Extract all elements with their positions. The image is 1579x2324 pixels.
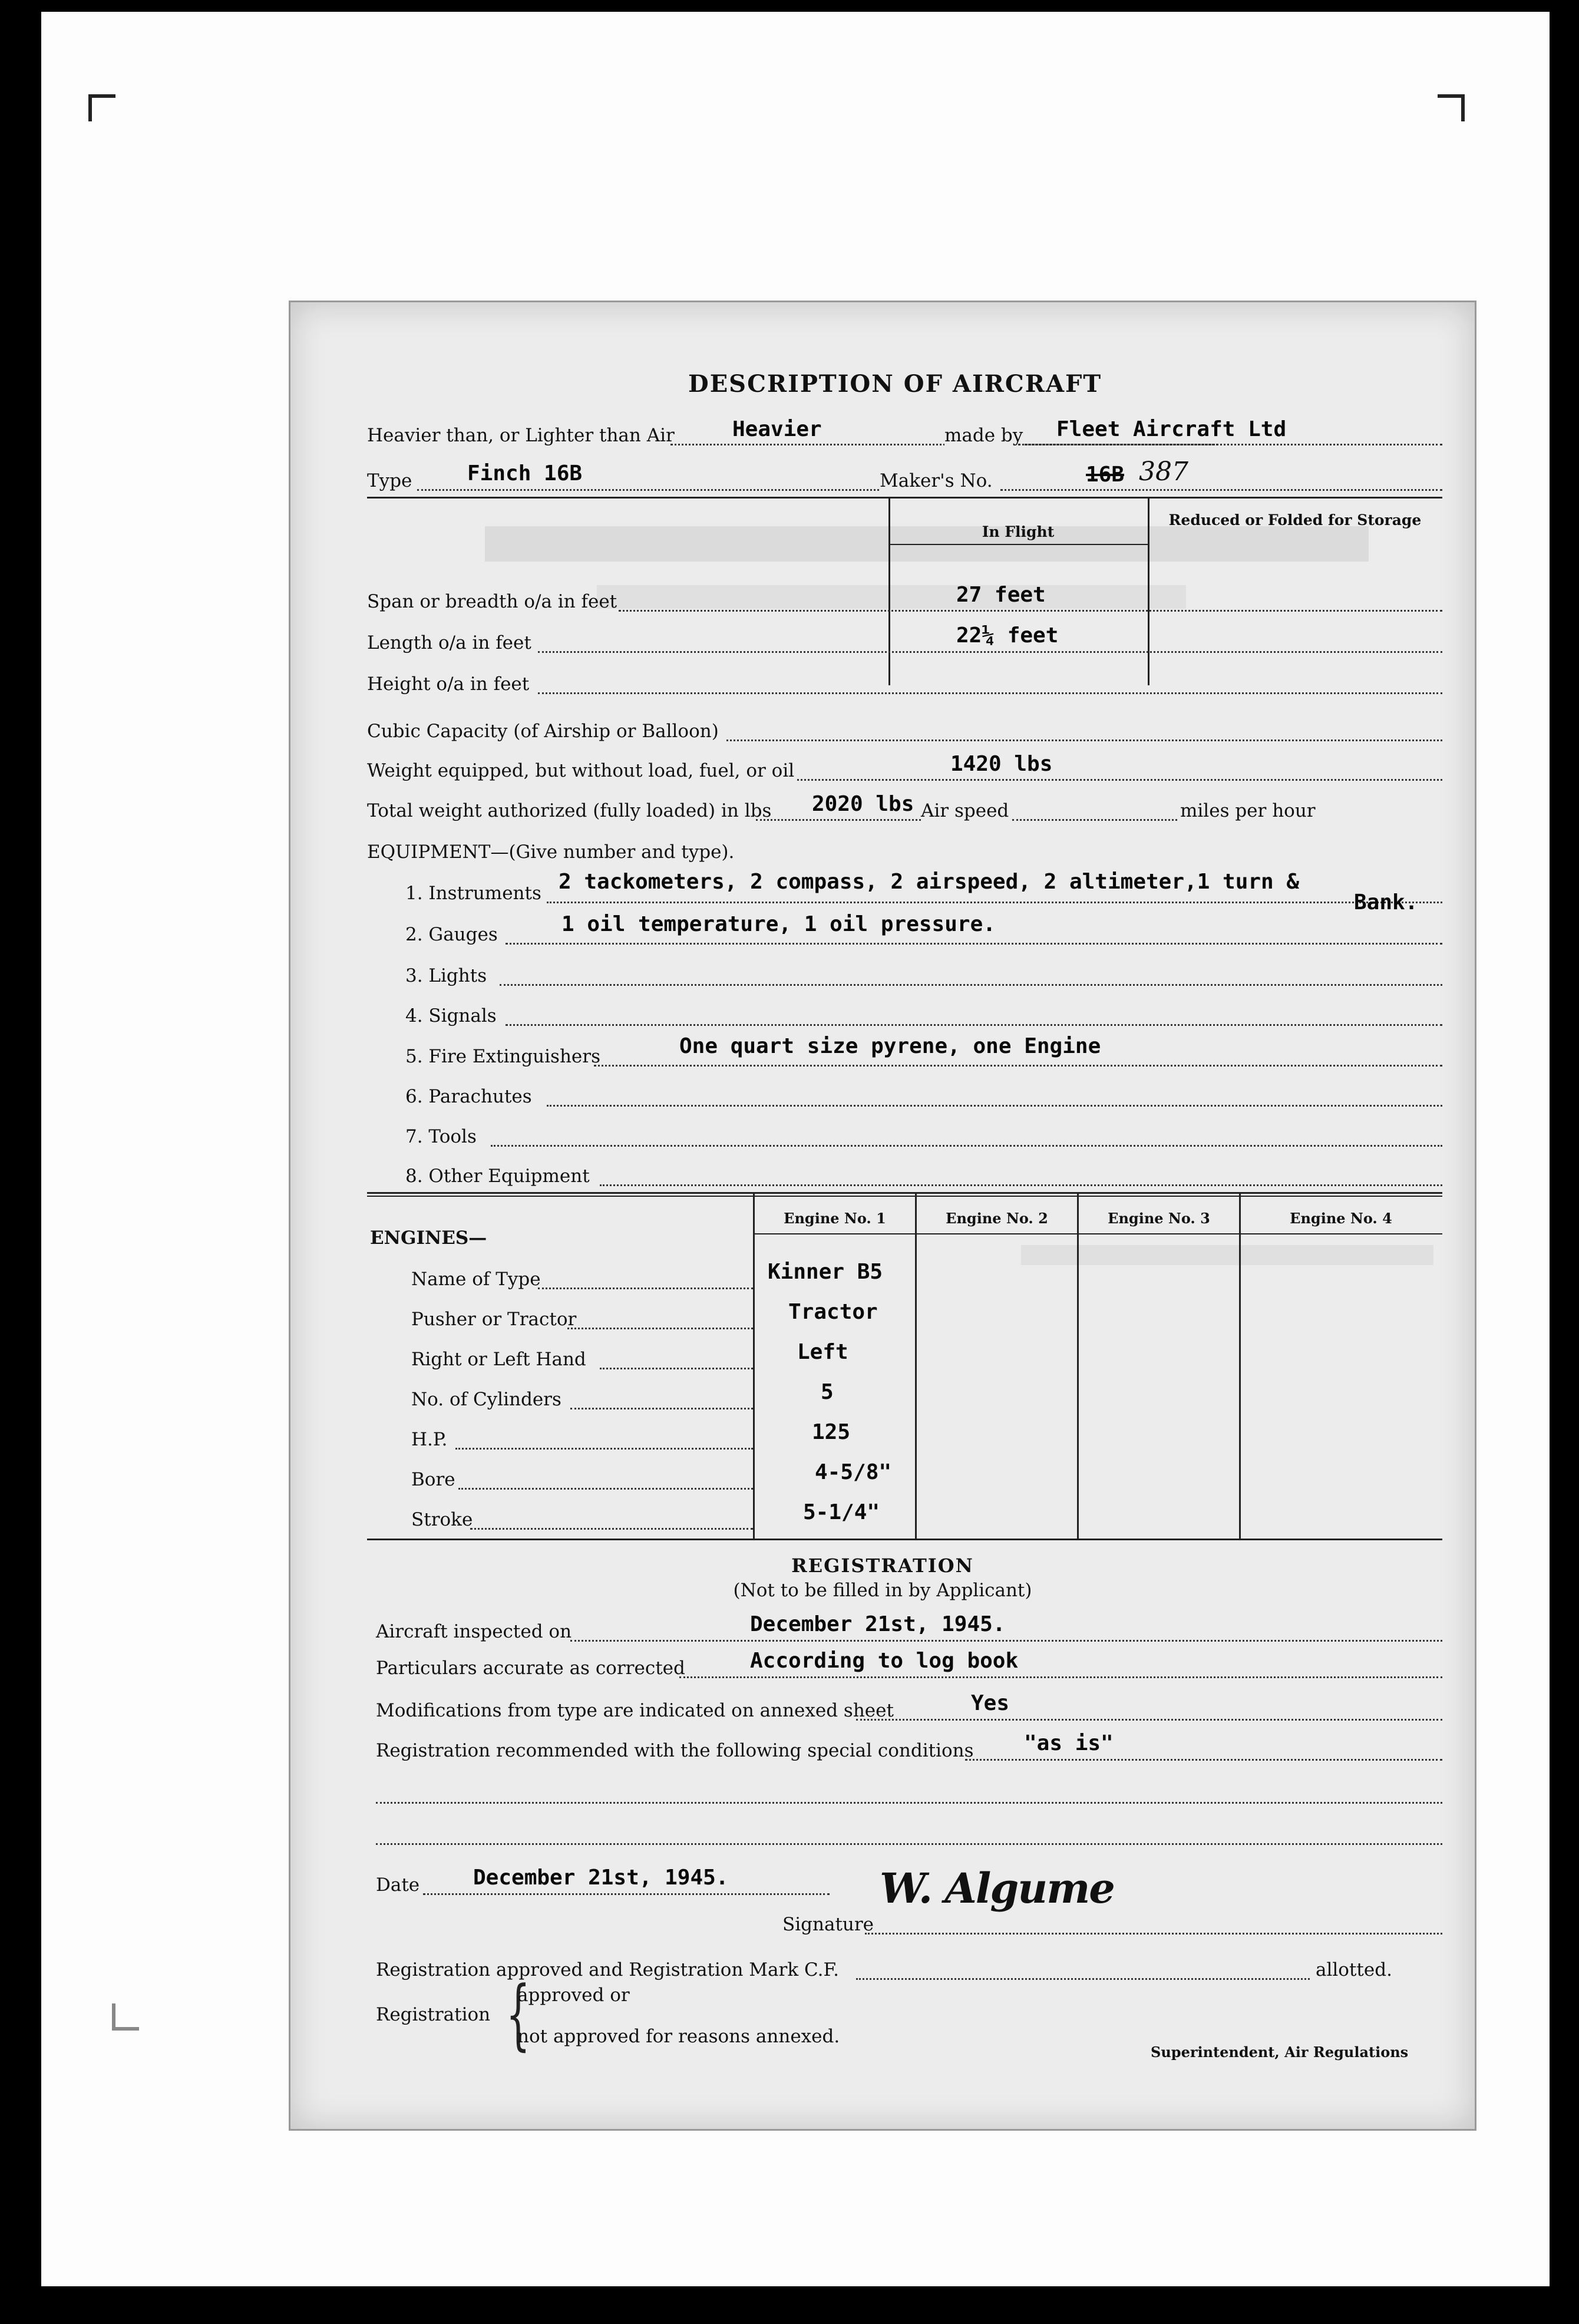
engine-1-value: 5 bbox=[821, 1380, 834, 1404]
engine-col-1: Engine No. 1 bbox=[784, 1210, 886, 1227]
dotted-line bbox=[547, 1105, 1442, 1107]
inspected-value: December 21st, 1945. bbox=[750, 1612, 1006, 1636]
gauges-label: 2. Gauges bbox=[405, 924, 498, 945]
dotted-line bbox=[619, 610, 1442, 612]
registration-heading: REGISTRATION bbox=[791, 1554, 974, 1577]
dotted-line bbox=[594, 1065, 1442, 1067]
signature-handwritten: W. Algume bbox=[880, 1864, 1114, 1913]
lights-label: 3. Lights bbox=[405, 965, 487, 986]
cubic-label: Cubic Capacity (of Airship or Balloon) bbox=[367, 721, 719, 742]
recommended-label: Registration recommended with the following special conditions bbox=[376, 1740, 974, 1761]
other-equipment-label: 8. Other Equipment bbox=[405, 1166, 590, 1187]
engine-col-2: Engine No. 2 bbox=[946, 1210, 1048, 1227]
dotted-line bbox=[856, 1719, 1442, 1721]
makers-no-struck: 16B bbox=[1086, 463, 1125, 487]
form-title: DESCRIPTION OF AIRCRAFT bbox=[688, 370, 1102, 398]
engine-row-label: Right or Left Hand bbox=[411, 1349, 586, 1370]
signals-label: 4. Signals bbox=[405, 1005, 497, 1026]
rule bbox=[367, 497, 1442, 499]
dotted-line bbox=[600, 1368, 753, 1369]
dotted-line bbox=[567, 1328, 753, 1329]
column-divider bbox=[1239, 1192, 1241, 1540]
made-by-label: made by bbox=[944, 425, 1023, 446]
dotted-line bbox=[856, 1978, 1310, 1980]
engines-heading: ENGINES— bbox=[370, 1227, 487, 1249]
inspected-label: Aircraft inspected on bbox=[376, 1621, 572, 1642]
span-label: Span or breadth o/a in feet bbox=[367, 591, 617, 612]
dotted-line bbox=[797, 779, 1442, 781]
column-divider bbox=[915, 1192, 917, 1540]
not-approved-option: not approved for reasons annexed. bbox=[517, 2026, 840, 2047]
recommended-value: "as is" bbox=[1024, 1731, 1114, 1755]
column-divider bbox=[753, 1192, 755, 1540]
column-divider bbox=[1148, 497, 1149, 685]
heavier-label: Heavier than, or Lighter than Air bbox=[367, 425, 675, 446]
length-label: Length o/a in feet bbox=[367, 632, 531, 653]
instruments-value: 2 tackometers, 2 compass, 2 airspeed, 2 altimeter,1 turn & bbox=[559, 870, 1300, 894]
crop-mark-top-left bbox=[88, 94, 115, 121]
dotted-line bbox=[538, 651, 1442, 653]
engine-row-label: Name of Type bbox=[411, 1269, 541, 1290]
dotted-line bbox=[538, 692, 1442, 694]
instruments-value-cont: Bank. bbox=[1354, 890, 1418, 915]
air-speed-label: Air speed bbox=[921, 800, 1009, 821]
dotted-line bbox=[538, 1288, 753, 1289]
dotted-line bbox=[1000, 489, 1442, 491]
modifications-label: Modifications from type are indicated on annexed sheet bbox=[376, 1700, 894, 1721]
crop-mark-top-right bbox=[1438, 94, 1465, 121]
dotted-line bbox=[570, 1640, 1442, 1642]
bleed-through-band bbox=[1021, 1245, 1433, 1265]
mph-label: miles per hour bbox=[1180, 800, 1316, 821]
engine-row-label: Stroke bbox=[411, 1509, 473, 1530]
approved-option: approved or bbox=[517, 1985, 630, 2006]
instruments-label: 1. Instruments bbox=[405, 883, 541, 904]
crop-mark-bottom-left bbox=[112, 2003, 139, 2031]
dotted-line bbox=[455, 1448, 753, 1450]
dotted-line bbox=[470, 1528, 753, 1530]
engine-row-label: H.P. bbox=[411, 1429, 448, 1450]
dotted-line bbox=[506, 943, 1442, 945]
date-value: December 21st, 1945. bbox=[473, 1866, 729, 1890]
dotted-line bbox=[600, 1184, 1442, 1186]
dotted-line bbox=[458, 1488, 753, 1490]
engine-col-4: Engine No. 4 bbox=[1290, 1210, 1392, 1227]
engine-1-value: 125 bbox=[812, 1420, 851, 1444]
dotted-line bbox=[500, 984, 1442, 986]
rule bbox=[367, 1192, 1442, 1194]
rule bbox=[888, 544, 1148, 545]
engine-1-value: 4-5/8" bbox=[815, 1460, 892, 1484]
dotted-line bbox=[506, 1024, 1442, 1026]
fire-value: One quart size pyrene, one Engine bbox=[679, 1034, 1101, 1058]
engine-row-label: Bore bbox=[411, 1469, 455, 1490]
type-value: Finch 16B bbox=[467, 461, 583, 486]
dotted-line bbox=[1018, 444, 1442, 445]
dotted-line bbox=[965, 1759, 1442, 1761]
form-page bbox=[289, 301, 1476, 2131]
registration-label: Registration bbox=[376, 2004, 491, 2025]
dotted-line bbox=[1012, 819, 1177, 821]
total-weight-label: Total weight authorized (fully loaded) in lbs bbox=[367, 800, 772, 821]
dotted-line bbox=[376, 1802, 1442, 1804]
gauges-value: 1 oil temperature, 1 oil pressure. bbox=[561, 912, 996, 936]
brace: { bbox=[506, 1969, 531, 2059]
dotted-line bbox=[679, 1676, 1442, 1678]
dotted-line bbox=[423, 1893, 830, 1895]
col-in-flight: In Flight bbox=[982, 523, 1055, 540]
dotted-line bbox=[376, 1843, 1442, 1845]
registration-subheading: (Not to be filled in by Applicant) bbox=[733, 1580, 1032, 1601]
tools-label: 7. Tools bbox=[405, 1126, 477, 1147]
engine-1-value: 5-1/4" bbox=[803, 1500, 880, 1524]
made-by-value: Fleet Aircraft Ltd bbox=[1056, 417, 1287, 441]
allotted-label: allotted. bbox=[1316, 1959, 1392, 1980]
makers-no-handwritten: 387 bbox=[1139, 457, 1188, 487]
dotted-line bbox=[756, 819, 921, 821]
weight-value: 1420 lbs bbox=[950, 752, 1053, 776]
engine-1-value: Kinner B5 bbox=[768, 1260, 883, 1284]
total-weight-value: 2020 lbs bbox=[812, 792, 914, 816]
height-label: Height o/a in feet bbox=[367, 674, 530, 695]
rule bbox=[367, 1539, 1442, 1540]
dotted-line bbox=[491, 1145, 1442, 1147]
rule bbox=[367, 1196, 1442, 1197]
particulars-value: According to log book bbox=[750, 1649, 1019, 1673]
engine-1-value: Left bbox=[797, 1340, 848, 1364]
particulars-label: Particulars accurate as corrected bbox=[376, 1658, 685, 1679]
date-label: Date bbox=[376, 1874, 420, 1896]
signature-label: Signature bbox=[782, 1914, 874, 1935]
engine-1-value: Tractor bbox=[788, 1300, 878, 1324]
rule bbox=[753, 1233, 1442, 1234]
length-value: 22¼ feet bbox=[956, 623, 1059, 648]
col-storage: Reduced or Folded for Storage bbox=[1168, 511, 1422, 529]
dotted-line bbox=[865, 1933, 1442, 1935]
fire-label: 5. Fire Extinguishers bbox=[405, 1046, 600, 1067]
type-label: Type bbox=[367, 470, 412, 491]
dotted-line bbox=[417, 489, 918, 491]
bleed-through-band bbox=[597, 585, 1186, 609]
column-divider bbox=[1077, 1192, 1079, 1540]
weight-label: Weight equipped, but without load, fuel, or oil bbox=[367, 760, 795, 781]
makers-no-label: Maker's No. bbox=[880, 470, 993, 491]
engine-row-label: Pusher or Tractor bbox=[411, 1309, 577, 1330]
dotted-line bbox=[726, 740, 1442, 741]
modifications-value: Yes bbox=[971, 1691, 1010, 1715]
engine-col-3: Engine No. 3 bbox=[1108, 1210, 1210, 1227]
equipment-heading: EQUIPMENT—(Give number and type). bbox=[367, 841, 735, 863]
heavier-value: Heavier bbox=[732, 417, 822, 441]
dotted-line bbox=[570, 1408, 753, 1409]
superintendent-caption: Superintendent, Air Regulations bbox=[1151, 2044, 1409, 2061]
dotted-line bbox=[547, 902, 1442, 903]
span-value: 27 feet bbox=[956, 583, 1046, 607]
parachutes-label: 6. Parachutes bbox=[405, 1086, 532, 1107]
approved-label: Registration approved and Registration Mark C.F. bbox=[376, 1959, 839, 1980]
engine-row-label: No. of Cylinders bbox=[411, 1389, 561, 1410]
